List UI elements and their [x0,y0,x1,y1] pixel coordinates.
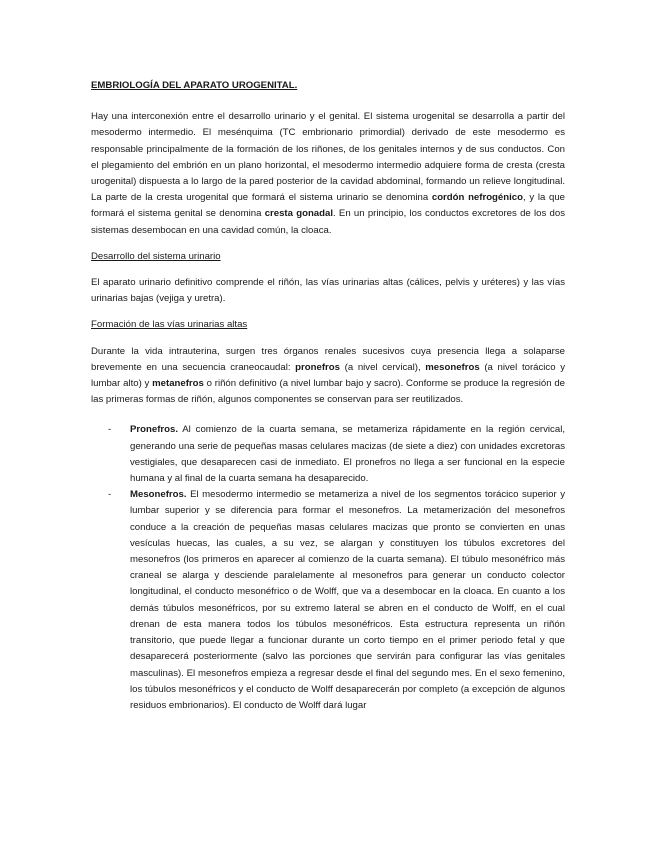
list-text: El mesodermo intermedio se metameriza a nivel de los segmentos torácico superior y lumbar superior y se diferencia para formar el mesonefros. La metamerización del mesonefros conduce a la creación de pequeñas masas celulares macizas que pronto se convierten en unas vesículas huecas, las cuales, a su vez, se alargan y constituyen los túbulos excretores del mesonefros (los primeros en aparecer al comienzo de la cuarta semana). El túbulo mesonéfrico más craneal se alarga y desciende paralelamente al mesonefros para generar un conducto colector longitudinal, el conducto mesonéfrico o de Wolff, que va a desembocar en la cloaca. En cuanto a los demás túbulos mesonéfricos, por su extremo lateral se abren en el conducto de Wolff, en el cual drenan de esta manera todos los túbulos mesonéfricos. Esta estructura representa un riñón transitorio, que puede llegar a funcionar durante un corto tiempo en el primer periodo fetal y que desaparecerá posteriormente (salvo las porciones que servirán para configurar las vías genitales masculinas). El mesonefros empieza a regresar desde el final del segundo mes. En el sexo femenino, los túbulos mesonéfricos y el conducto de Wolff desaparecerán por completo (a excepción de algunos residuos embrionarios). El conducto de Wolff dará lugar [130,489,565,711]
list-term: Mesonefros. [130,489,187,501]
upper-tract-text-1: Durante la vida intrauterina, surgen tres órganos renales sucesivos cuya presencia llega a solaparse brevemente en una secuencia craneocaudal: [91,345,565,373]
list-term: Pronefros. [130,424,178,436]
upper-tract-text-2: (a nivel cervical), [339,361,426,373]
intro-paragraph [91,109,565,239]
intro-text-3: . En un principio, los conductos excretores de los dos sistemas desembocan en una cavidad común, la cloaca. [91,208,565,236]
urinary-paragraph: El aparato urinario definitivo comprende el riñón, las vías urinarias altas (cálices, pelvis y uréteres) y las vías urinarias bajas (vejiga y uretra). [91,277,565,305]
list-item-pronefros [91,422,565,487]
term-pronefros: pronefros [295,361,340,373]
term-cordon-nefrogenico: cordón nefrogénico [431,192,523,204]
upper-tract-text-3: (a nivel torácico y lumbar alto) y [91,361,566,390]
list-text: Al comienzo de la cuarta semana, se metameriza rápidamente en la región cervical, generando una serie de pequeñas masas celulares macizas (de siete a diez) con unidades excretoras vestigiales, que desaparecen casi de inmediato. El pronefros no llega a ser funcional en la especie humana y al final de la cuarta semana ha desaparecido. [130,424,565,485]
term-metanefros: metanefros [152,378,204,390]
list-bullet: - [108,424,112,436]
document-title: EMBRIOLOGÍA DEL APARATO UROGENITAL. [91,80,298,91]
kidney-list [91,422,565,714]
list-item-mesonefros [91,487,565,714]
intro-text-2: , y la que formará el sistema genital se denomina [91,192,566,220]
upper-tract-paragraph [91,344,565,409]
term-cresta-gonadal: cresta gonadal [264,208,333,220]
upper-tract-text-4: o riñón definitivo (a nivel lumbar bajo y sacro). Conforme se produce la regresión de las primeras formas de riñón, algunos componentes se conservan para ser reutilizados. [91,378,566,406]
section-heading-upper-tract: Formación de las vías urinarias altas [91,319,248,331]
document-body [91,72,565,714]
intro-text-1: Hay una interconexión entre el desarrollo urinario y el genital. El sistema urogenital se desarrolla a partir del mesodermo intermedio. El mesénquima (TC embrionario primordial) derivado de este mesodermo es responsable principalmente de la formación de los riñones, de los genitales internos y de sus conductos. Con el plegamiento del embrión en un plano horizontal, el mesodermo intermedio adquiere forma de cresta (cresta urogenital) dispuesta a lo largo de la pared posterior de la cavidad abdominal, formando un relieve longitudinal. La parte de la cresta urogenital que formará el sistema urinario se denomina [91,111,565,204]
list-bullet: - [108,489,112,501]
section-heading-urinary: Desarrollo del sistema urinario [91,250,221,262]
term-mesonefros: mesonefros [425,361,480,373]
